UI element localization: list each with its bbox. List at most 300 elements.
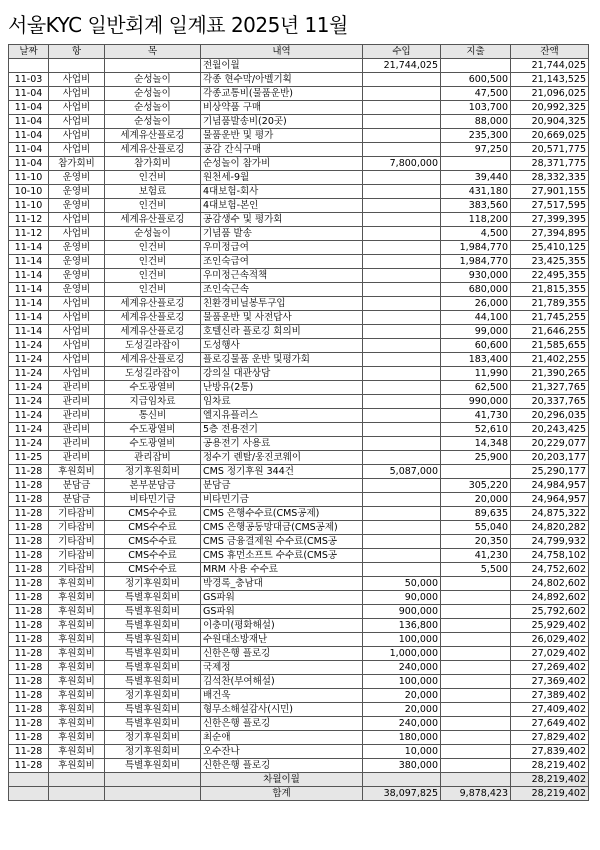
cell-expense — [441, 619, 511, 633]
cell-balance: 24,802,602 — [511, 577, 589, 591]
cell-date: 11-24 — [9, 437, 49, 451]
cell-desc: 호텔신라 플로깅 회의비 — [201, 325, 363, 339]
ledger-table — [8, 44, 589, 801]
cell-expense: 20,350 — [441, 535, 511, 549]
cell-balance: 23,425,355 — [511, 255, 589, 269]
cell-desc: 김석찬(부여해설) — [201, 675, 363, 689]
header-row — [9, 45, 589, 59]
cell-date: 11-14 — [9, 269, 49, 283]
cell-desc: CMS 정기후원 344건 — [201, 465, 363, 479]
cell-expense — [441, 745, 511, 759]
table-row — [9, 129, 589, 143]
cell-expense: 118,200 — [441, 213, 511, 227]
header-date: 날짜 — [9, 45, 49, 59]
cell-mok: 본부분담금 — [105, 479, 201, 493]
cell-income: 180,000 — [363, 731, 441, 745]
cell-desc: 플로깅물품 운반 및평가회 — [201, 353, 363, 367]
cell-balance: 21,327,765 — [511, 381, 589, 395]
cell-mok: 세계유산플로깅 — [105, 213, 201, 227]
header-hang: 항 — [49, 45, 105, 59]
cell-date: 11-10 — [9, 171, 49, 185]
cell-date: 11-04 — [9, 129, 49, 143]
cell-mok: 도성길라잡이 — [105, 339, 201, 353]
cell-mok — [105, 59, 201, 73]
cell-expense: 600,500 — [441, 73, 511, 87]
table-row — [9, 619, 589, 633]
cell-balance: 20,229,077 — [511, 437, 589, 451]
cell-date: 11-24 — [9, 339, 49, 353]
cell-mok: 특별후원회비 — [105, 759, 201, 773]
header-expense: 지출 — [441, 45, 511, 59]
opening-income: 21,744,025 — [363, 59, 441, 73]
cell-desc: 이충미(평화해설) — [201, 619, 363, 633]
cell-date: 11-28 — [9, 661, 49, 675]
cell-desc: 비타민기금 — [201, 493, 363, 507]
cell-mok: 도성길라잡이 — [105, 367, 201, 381]
table-row — [9, 283, 589, 297]
cell-income: 380,000 — [363, 759, 441, 773]
cell-desc: CMS 은행수수료(CMS공제) — [201, 507, 363, 521]
cell-balance: 20,243,425 — [511, 423, 589, 437]
cell-income — [363, 493, 441, 507]
cell-desc: 분담금 — [201, 479, 363, 493]
cell-mok: 순성놀이 — [105, 115, 201, 129]
total-label: 합계 — [201, 787, 363, 801]
cell-income — [363, 129, 441, 143]
header-desc: 내역 — [201, 45, 363, 59]
page-title: 서울KYC 일반회계 일계표 2025년 11월 — [8, 13, 348, 37]
cell-balance: 22,495,355 — [511, 269, 589, 283]
cell-desc: CMS 은행공동망대금(CMS공제) — [201, 521, 363, 535]
cell-hang: 관리비 — [49, 395, 105, 409]
table-row — [9, 759, 589, 773]
cell-date: 11-24 — [9, 353, 49, 367]
table-row — [9, 703, 589, 717]
cell-expense: 930,000 — [441, 269, 511, 283]
table-row — [9, 297, 589, 311]
cell-hang: 후원회비 — [49, 703, 105, 717]
cell-expense: 305,220 — [441, 479, 511, 493]
cell-hang: 참가회비 — [49, 157, 105, 171]
cell-income — [363, 451, 441, 465]
cell-date: 11-28 — [9, 507, 49, 521]
cell-date: 11-28 — [9, 479, 49, 493]
cell-income: 50,000 — [363, 577, 441, 591]
table-row — [9, 465, 589, 479]
cell-expense: 11,990 — [441, 367, 511, 381]
cell-expense — [441, 731, 511, 745]
cell-balance: 27,649,402 — [511, 717, 589, 731]
cell-desc: 수원대소방재난 — [201, 633, 363, 647]
cell-hang — [49, 787, 105, 801]
cell-balance: 27,369,402 — [511, 675, 589, 689]
cell-income: 136,800 — [363, 619, 441, 633]
cell-balance: 24,892,602 — [511, 591, 589, 605]
cell-hang: 분담금 — [49, 479, 105, 493]
cell-income: 20,000 — [363, 703, 441, 717]
cell-hang: 후원회비 — [49, 717, 105, 731]
cell-date: 11-03 — [9, 73, 49, 87]
cell-balance: 27,394,895 — [511, 227, 589, 241]
cell-balance: 21,402,255 — [511, 353, 589, 367]
table-row — [9, 731, 589, 745]
cell-hang: 후원회비 — [49, 647, 105, 661]
cell-expense: 62,500 — [441, 381, 511, 395]
cell-hang: 사업비 — [49, 297, 105, 311]
cell-mok: 특별후원회비 — [105, 605, 201, 619]
cell-expense: 14,348 — [441, 437, 511, 451]
cell-balance: 20,992,325 — [511, 101, 589, 115]
cell-mok: 특별후원회비 — [105, 661, 201, 675]
table-row — [9, 395, 589, 409]
table-row — [9, 521, 589, 535]
cell-expense: 47,500 — [441, 87, 511, 101]
cell-hang: 사업비 — [49, 115, 105, 129]
table-row — [9, 507, 589, 521]
cell-expense — [441, 661, 511, 675]
cell-mok: CMS수수료 — [105, 549, 201, 563]
table-row — [9, 255, 589, 269]
cell-hang: 사업비 — [49, 227, 105, 241]
cell-balance: 21,390,265 — [511, 367, 589, 381]
cell-balance: 21,096,025 — [511, 87, 589, 101]
cell-income — [363, 185, 441, 199]
cell-hang: 후원회비 — [49, 675, 105, 689]
cell-date — [9, 773, 49, 787]
cell-desc: 순성놀이 참가비 — [201, 157, 363, 171]
cell-expense: 1,984,770 — [441, 255, 511, 269]
cell-expense — [441, 773, 511, 787]
cell-date: 11-14 — [9, 311, 49, 325]
cell-income: 20,000 — [363, 689, 441, 703]
cell-mok: 비타민기금 — [105, 493, 201, 507]
cell-mok: 세계유산플로깅 — [105, 143, 201, 157]
cell-mok: 세계유산플로깅 — [105, 297, 201, 311]
cell-income — [363, 381, 441, 395]
cell-mok: 세계유산플로깅 — [105, 129, 201, 143]
cell-income — [363, 353, 441, 367]
total-income: 38,097,825 — [363, 787, 441, 801]
cell-hang: 운영비 — [49, 283, 105, 297]
cell-desc: 형무소해설감사(시민) — [201, 703, 363, 717]
table-row — [9, 535, 589, 549]
header-balance: 잔액 — [511, 45, 589, 59]
cell-hang: 사업비 — [49, 311, 105, 325]
cell-expense: 89,635 — [441, 507, 511, 521]
cell-income — [363, 507, 441, 521]
cell-desc: 신한은행 플로깅 — [201, 717, 363, 731]
cell-hang: 관리비 — [49, 409, 105, 423]
cell-income — [363, 409, 441, 423]
cell-hang: 사업비 — [49, 143, 105, 157]
cell-date: 11-24 — [9, 381, 49, 395]
cell-hang: 후원회비 — [49, 465, 105, 479]
header-mok: 목 — [105, 45, 201, 59]
cell-balance: 21,646,255 — [511, 325, 589, 339]
cell-expense: 88,000 — [441, 115, 511, 129]
cell-expense: 1,984,770 — [441, 241, 511, 255]
cell-desc: 국제정 — [201, 661, 363, 675]
cell-balance: 21,815,355 — [511, 283, 589, 297]
cell-hang: 사업비 — [49, 325, 105, 339]
cell-desc: 기념품 발송 — [201, 227, 363, 241]
table-row — [9, 661, 589, 675]
cell-hang: 기타잡비 — [49, 521, 105, 535]
cell-hang: 후원회비 — [49, 759, 105, 773]
cell-balance: 24,984,957 — [511, 479, 589, 493]
cell-hang: 기타잡비 — [49, 563, 105, 577]
cell-mok: 특별후원회비 — [105, 647, 201, 661]
cell-income — [363, 549, 441, 563]
cell-date: 11-24 — [9, 409, 49, 423]
cell-expense: 39,440 — [441, 171, 511, 185]
cell-desc: 오수잔나 — [201, 745, 363, 759]
table-row — [9, 227, 589, 241]
cell-desc: 강의실 대관상담 — [201, 367, 363, 381]
cell-hang: 사업비 — [49, 129, 105, 143]
cell-mok: 통신비 — [105, 409, 201, 423]
cell-date: 11-14 — [9, 283, 49, 297]
opening-row — [9, 59, 589, 73]
cell-desc: 물품운반 및 평가 — [201, 129, 363, 143]
cell-income — [363, 395, 441, 409]
cell-desc: 5층 전용전기 — [201, 423, 363, 437]
cell-mok — [105, 787, 201, 801]
cell-mok: 수도광열비 — [105, 381, 201, 395]
cell-hang: 후원회비 — [49, 689, 105, 703]
cell-mok: 인건비 — [105, 269, 201, 283]
cell-desc: 물품운반 및 사전답사 — [201, 311, 363, 325]
cell-hang: 관리비 — [49, 437, 105, 451]
cell-date: 11-04 — [9, 101, 49, 115]
cell-date: 11-28 — [9, 675, 49, 689]
cell-date: 11-28 — [9, 549, 49, 563]
cell-mok: 특별후원회비 — [105, 619, 201, 633]
cell-hang: 기타잡비 — [49, 549, 105, 563]
cell-balance: 20,337,765 — [511, 395, 589, 409]
cell-balance: 21,789,355 — [511, 297, 589, 311]
carryover-balance: 28,219,402 — [511, 773, 589, 787]
cell-date: 11-28 — [9, 647, 49, 661]
cell-balance: 27,901,155 — [511, 185, 589, 199]
cell-mok — [105, 773, 201, 787]
cell-income — [363, 115, 441, 129]
cell-desc: 우미정급여 — [201, 241, 363, 255]
cell-hang: 후원회비 — [49, 619, 105, 633]
cell-desc: 배건욱 — [201, 689, 363, 703]
cell-date: 11-14 — [9, 241, 49, 255]
cell-desc: 공용전기 사용료 — [201, 437, 363, 451]
cell-expense: 44,100 — [441, 311, 511, 325]
cell-desc: MRM 사용 수수료 — [201, 563, 363, 577]
cell-income — [363, 311, 441, 325]
cell-income: 240,000 — [363, 717, 441, 731]
cell-income — [363, 101, 441, 115]
cell-hang: 운영비 — [49, 255, 105, 269]
cell-desc: 친환경비닐봉투구입 — [201, 297, 363, 311]
cell-mok: 순성놀이 — [105, 73, 201, 87]
cell-balance: 27,517,595 — [511, 199, 589, 213]
cell-expense — [441, 633, 511, 647]
cell-income: 100,000 — [363, 633, 441, 647]
cell-income: 900,000 — [363, 605, 441, 619]
cell-mok: 인건비 — [105, 241, 201, 255]
cell-income: 7,800,000 — [363, 157, 441, 171]
cell-balance: 27,829,402 — [511, 731, 589, 745]
cell-expense: 383,560 — [441, 199, 511, 213]
cell-mok: 지급임차료 — [105, 395, 201, 409]
cell-expense: 99,000 — [441, 325, 511, 339]
cell-desc: 난방유(2통) — [201, 381, 363, 395]
table-row — [9, 563, 589, 577]
cell-income — [363, 521, 441, 535]
cell-income: 240,000 — [363, 661, 441, 675]
cell-hang: 사업비 — [49, 353, 105, 367]
cell-income: 1,000,000 — [363, 647, 441, 661]
cell-balance: 27,389,402 — [511, 689, 589, 703]
cell-mok: 정기후원회비 — [105, 465, 201, 479]
cell-mok: 관리잡비 — [105, 451, 201, 465]
cell-mok: 순성놀이 — [105, 227, 201, 241]
cell-hang: 사업비 — [49, 339, 105, 353]
cell-date: 11-24 — [9, 367, 49, 381]
cell-income — [363, 199, 441, 213]
cell-mok: 수도광열비 — [105, 437, 201, 451]
total-balance: 28,219,402 — [511, 787, 589, 801]
table-row — [9, 423, 589, 437]
table-row — [9, 717, 589, 731]
cell-balance: 28,332,335 — [511, 171, 589, 185]
cell-date: 11-10 — [9, 199, 49, 213]
cell-hang: 후원회비 — [49, 591, 105, 605]
cell-expense: 55,040 — [441, 521, 511, 535]
cell-mok: 참가회비 — [105, 157, 201, 171]
cell-date: 11-04 — [9, 115, 49, 129]
cell-date: 11-28 — [9, 619, 49, 633]
cell-income: 100,000 — [363, 675, 441, 689]
table-row — [9, 353, 589, 367]
cell-mok: 인건비 — [105, 199, 201, 213]
cell-expense: 26,000 — [441, 297, 511, 311]
cell-income — [363, 437, 441, 451]
cell-desc: 우미정근속적책 — [201, 269, 363, 283]
cell-mok: 보험료 — [105, 185, 201, 199]
table-row — [9, 409, 589, 423]
table-row — [9, 339, 589, 353]
cell-date: 11-28 — [9, 493, 49, 507]
cell-desc: 임차료 — [201, 395, 363, 409]
cell-income — [363, 213, 441, 227]
cell-expense — [441, 577, 511, 591]
cell-date: 11-04 — [9, 157, 49, 171]
table-row — [9, 241, 589, 255]
cell-date: 11-14 — [9, 297, 49, 311]
cell-desc: 기념품발송비(20곳) — [201, 115, 363, 129]
cell-desc: 신한은행 플로깅 — [201, 759, 363, 773]
cell-mok: CMS수수료 — [105, 507, 201, 521]
table-row — [9, 143, 589, 157]
cell-expense — [441, 647, 511, 661]
cell-date: 11-28 — [9, 535, 49, 549]
cell-hang: 후원회비 — [49, 745, 105, 759]
cell-desc: 박경록_충남대 — [201, 577, 363, 591]
cell-hang: 사업비 — [49, 87, 105, 101]
cell-date: 11-28 — [9, 465, 49, 479]
cell-expense: 431,180 — [441, 185, 511, 199]
cell-income — [363, 423, 441, 437]
cell-hang: 운영비 — [49, 171, 105, 185]
cell-income — [363, 325, 441, 339]
table-row — [9, 605, 589, 619]
table-row — [9, 367, 589, 381]
cell-hang: 기타잡비 — [49, 507, 105, 521]
cell-balance: 27,029,402 — [511, 647, 589, 661]
cell-expense: 41,730 — [441, 409, 511, 423]
cell-mok: 인건비 — [105, 283, 201, 297]
cell-desc: 최순애 — [201, 731, 363, 745]
table-row — [9, 591, 589, 605]
cell-hang: 관리비 — [49, 451, 105, 465]
cell-hang: 운영비 — [49, 199, 105, 213]
cell-balance: 21,143,525 — [511, 73, 589, 87]
cell-income — [363, 535, 441, 549]
cell-balance: 24,752,602 — [511, 563, 589, 577]
table-row — [9, 675, 589, 689]
cell-expense — [441, 605, 511, 619]
cell-income — [363, 283, 441, 297]
cell-mok: 특별후원회비 — [105, 703, 201, 717]
cell-hang: 관리비 — [49, 423, 105, 437]
cell-expense: 20,000 — [441, 493, 511, 507]
cell-balance: 25,410,125 — [511, 241, 589, 255]
cell-expense — [441, 157, 511, 171]
cell-balance: 25,792,602 — [511, 605, 589, 619]
table-row — [9, 157, 589, 171]
cell-balance: 27,839,402 — [511, 745, 589, 759]
cell-date — [9, 787, 49, 801]
cell-desc: 원천세-9월 — [201, 171, 363, 185]
cell-expense: 235,300 — [441, 129, 511, 143]
cell-date: 11-28 — [9, 689, 49, 703]
cell-mok: 세계유산플로깅 — [105, 353, 201, 367]
cell-hang: 후원회비 — [49, 577, 105, 591]
cell-desc: 엘지유플러스 — [201, 409, 363, 423]
cell-hang — [49, 773, 105, 787]
cell-balance: 27,269,402 — [511, 661, 589, 675]
cell-mok: CMS수수료 — [105, 563, 201, 577]
cell-expense — [441, 689, 511, 703]
table-row — [9, 577, 589, 591]
cell-expense: 680,000 — [441, 283, 511, 297]
cell-income — [363, 773, 441, 787]
cell-income: 10,000 — [363, 745, 441, 759]
cell-balance: 24,799,932 — [511, 535, 589, 549]
cell-date: 11-24 — [9, 423, 49, 437]
table-row — [9, 101, 589, 115]
cell-income — [363, 269, 441, 283]
cell-income — [363, 227, 441, 241]
table-row — [9, 185, 589, 199]
cell-expense: 183,400 — [441, 353, 511, 367]
cell-expense — [441, 703, 511, 717]
cell-mok: 수도광열비 — [105, 423, 201, 437]
cell-mok: 정기후원회비 — [105, 731, 201, 745]
cell-income: 90,000 — [363, 591, 441, 605]
cell-hang: 관리비 — [49, 381, 105, 395]
cell-balance: 28,371,775 — [511, 157, 589, 171]
opening-balance: 21,744,025 — [511, 59, 589, 73]
table-row — [9, 73, 589, 87]
